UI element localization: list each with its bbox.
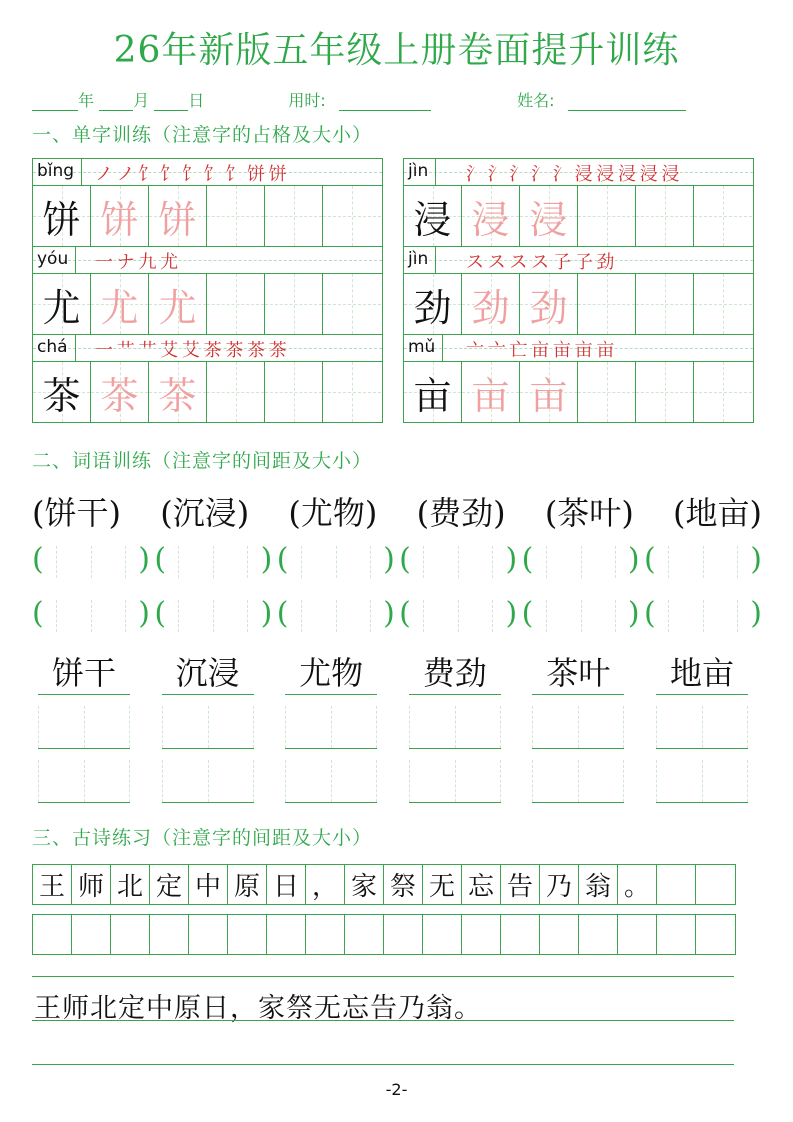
- page-number: -2-: [385, 1080, 408, 1099]
- paren-blank[interactable]: ( ): [521, 596, 640, 631]
- page-title: 26年新版五年级上册卷面提升训练: [113, 30, 680, 71]
- stroke-order: 一 ナ 九 尤: [95, 252, 178, 273]
- practice-blank[interactable]: [162, 760, 254, 803]
- paren-blank[interactable]: ( ): [399, 596, 518, 631]
- practice-cell[interactable]: [207, 274, 265, 334]
- poem-cell: 中: [189, 865, 228, 904]
- practice-blank[interactable]: [532, 760, 624, 803]
- month-blank[interactable]: [99, 92, 133, 111]
- paren-blank[interactable]: ( ): [276, 542, 395, 577]
- practice-cell[interactable]: [384, 915, 423, 954]
- underlined-word: 沉浸: [162, 652, 254, 695]
- poem-cell: 乃: [540, 865, 579, 904]
- trace-char: 劲: [529, 285, 568, 330]
- practice-cell[interactable]: [636, 274, 694, 334]
- practice-cell[interactable]: [323, 186, 381, 246]
- day-blank[interactable]: [154, 92, 188, 111]
- poem-cell: 翁: [579, 865, 618, 904]
- pinyin-row: [404, 159, 753, 186]
- paren-blank[interactable]: ( ): [643, 596, 762, 631]
- practice-blank[interactable]: [409, 760, 501, 803]
- model-char: 茶: [42, 373, 81, 418]
- char-row: [404, 186, 753, 247]
- char-row: [33, 186, 382, 247]
- practice-cell[interactable]: [111, 915, 150, 954]
- practice-cell[interactable]: [462, 915, 501, 954]
- poem-cell: 忘: [462, 865, 501, 904]
- section1-heading: 一、单字训练（注意字的占格及大小）: [32, 124, 373, 146]
- poem-practice-grid: [32, 914, 736, 955]
- practice-cell[interactable]: [636, 362, 694, 422]
- trace-char: 茶: [158, 373, 197, 418]
- pinyin: mǔ: [408, 337, 436, 357]
- practice-blank[interactable]: [38, 760, 130, 803]
- paren-blank[interactable]: ( ): [32, 542, 150, 577]
- writing-line[interactable]: [32, 1064, 734, 1065]
- practice-blank[interactable]: [409, 706, 501, 749]
- stroke-order: 一 艹 艹 艾 艾 茶 茶 茶 茶: [95, 340, 286, 361]
- practice-cell[interactable]: [228, 915, 267, 954]
- name-blank[interactable]: [568, 92, 686, 111]
- practice-cell[interactable]: [657, 915, 696, 954]
- pinyin-row: [404, 247, 753, 274]
- word-item: (饼干): [32, 494, 121, 532]
- poem-cell: 无: [423, 865, 462, 904]
- trace-char: 饼: [100, 197, 139, 242]
- paren-blank[interactable]: ( ): [154, 596, 273, 631]
- underlined-word: 地亩: [656, 652, 748, 695]
- stroke-order: 氵 氵 氵 氵 氵 浸 浸 浸 浸 浸: [466, 164, 679, 185]
- underlined-word: 饼干: [38, 652, 130, 695]
- practice-blank[interactable]: [285, 706, 377, 749]
- practice-cell[interactable]: [72, 915, 111, 954]
- year-blank[interactable]: [32, 92, 78, 111]
- practice-cell[interactable]: [265, 362, 323, 422]
- year-label: 年: [78, 91, 95, 110]
- practice-cell[interactable]: [578, 362, 636, 422]
- practice-cell[interactable]: [694, 186, 752, 246]
- poem-cell: 原: [228, 865, 267, 904]
- char-row: [404, 362, 753, 422]
- word-item: (沉浸): [160, 494, 250, 532]
- section3-heading: 三、古诗练习（注意字的间距及大小）: [32, 827, 373, 849]
- poem-cell: [696, 865, 735, 904]
- stroke-order: ノ ノ 饣 饣 饣 饣 饣 饼 饼: [95, 164, 286, 185]
- stroke-order: ス ス ス ス 孒 孒 劲: [466, 252, 614, 273]
- pinyin-row: [33, 159, 382, 186]
- practice-cell[interactable]: [345, 915, 384, 954]
- trace-char: 亩: [529, 373, 568, 418]
- time-blank[interactable]: [339, 92, 431, 111]
- practice-cell[interactable]: [540, 915, 579, 954]
- practice-cell[interactable]: [207, 362, 265, 422]
- practice-cell[interactable]: [694, 362, 752, 422]
- pinyin: yóu: [37, 249, 69, 269]
- poem-cell: 北: [111, 865, 150, 904]
- practice-blank[interactable]: [656, 760, 748, 803]
- poem-cell: 王: [33, 865, 72, 904]
- underlined-word: 尤物: [285, 652, 377, 695]
- practice-cell[interactable]: [267, 915, 306, 954]
- trace-char: 饼: [158, 197, 197, 242]
- char-grid-right: [403, 158, 754, 423]
- section2-heading: 二、词语训练（注意字的间距及大小）: [32, 450, 373, 472]
- poem-cell: 定: [150, 865, 189, 904]
- name-label: 姓名:: [517, 91, 555, 110]
- writing-line: [32, 1020, 734, 1021]
- poem-cell: 告: [501, 865, 540, 904]
- pinyin: bǐng: [37, 161, 75, 181]
- practice-word-row: [38, 760, 748, 803]
- poem-cell: 日: [267, 865, 306, 904]
- model-char: 浸: [413, 197, 452, 242]
- practice-cell[interactable]: [265, 274, 323, 334]
- practice-cell[interactable]: [323, 362, 381, 422]
- practice-cell[interactable]: [578, 186, 636, 246]
- practice-blank[interactable]: [38, 706, 130, 749]
- word-item: (茶叶): [544, 494, 634, 532]
- paren-blank[interactable]: ( ): [399, 542, 518, 577]
- practice-cell[interactable]: [694, 274, 752, 334]
- practice-cell[interactable]: [636, 186, 694, 246]
- poem-cell: 祭: [384, 865, 423, 904]
- day-label: 日: [188, 91, 205, 110]
- model-char: 亩: [413, 373, 452, 418]
- paren-blank[interactable]: ( ): [276, 596, 395, 631]
- char-grid-left: [32, 158, 383, 423]
- trace-char: 浸: [471, 197, 510, 242]
- header-info: [32, 88, 772, 116]
- month-label: 月: [133, 91, 150, 110]
- stroke-order: 亠 亠 亡 亩 亩 亩 亩: [466, 340, 614, 361]
- model-char: 劲: [413, 285, 452, 330]
- practice-cell[interactable]: [189, 915, 228, 954]
- word-item: (地亩): [673, 494, 762, 532]
- char-row: [404, 274, 753, 335]
- practice-cell[interactable]: [33, 915, 72, 954]
- practice-cell[interactable]: [323, 274, 381, 334]
- trace-char: 浸: [529, 197, 568, 242]
- poem-cell: ，: [306, 865, 345, 904]
- practice-cell[interactable]: [579, 915, 618, 954]
- poem-model-grid: [32, 864, 736, 905]
- pinyin: jìn: [408, 249, 429, 269]
- empty-paren-row: [32, 542, 762, 582]
- underline-word-row: [38, 652, 748, 695]
- pinyin-row: [33, 335, 382, 362]
- word-item: (费劲): [416, 494, 506, 532]
- poem-cell: [657, 865, 696, 904]
- trace-char: 尤: [100, 285, 139, 330]
- empty-paren-row: [32, 596, 762, 636]
- practice-cell[interactable]: [423, 915, 462, 954]
- practice-blank[interactable]: [285, 760, 377, 803]
- practice-cell[interactable]: [696, 915, 735, 954]
- underlined-word: 茶叶: [532, 652, 624, 695]
- underlined-word: 费劲: [409, 652, 501, 695]
- practice-cell[interactable]: [150, 915, 189, 954]
- poem-cell: 家: [345, 865, 384, 904]
- pinyin: jìn: [408, 161, 429, 181]
- trace-char: 亩: [471, 373, 510, 418]
- practice-cell[interactable]: [501, 915, 540, 954]
- pinyin-row: [33, 247, 382, 274]
- char-row: [33, 274, 382, 335]
- char-row: [33, 362, 382, 422]
- poem-line: 王师北定中原日，家祭无忘告乃翁。: [34, 993, 482, 1024]
- pinyin-row: [404, 335, 753, 362]
- writing-line: [32, 976, 734, 977]
- word-item: (尤物): [288, 494, 378, 532]
- model-char: 尤: [42, 285, 81, 330]
- practice-cell[interactable]: [618, 915, 657, 954]
- pinyin: chá: [37, 337, 68, 357]
- practice-word-row: [38, 706, 748, 749]
- practice-blank[interactable]: [656, 706, 748, 749]
- practice-blank[interactable]: [162, 706, 254, 749]
- paren-blank[interactable]: ( ): [32, 596, 150, 631]
- model-char: 饼: [42, 197, 81, 242]
- practice-cell[interactable]: [306, 915, 345, 954]
- word-row: [32, 488, 762, 534]
- practice-cell[interactable]: [207, 186, 265, 246]
- trace-char: 尤: [158, 285, 197, 330]
- trace-char: 茶: [100, 373, 139, 418]
- time-label: 用时:: [288, 91, 326, 110]
- trace-char: 劲: [471, 285, 510, 330]
- practice-cell[interactable]: [265, 186, 323, 246]
- poem-cell: 。: [618, 865, 657, 904]
- practice-blank[interactable]: [532, 706, 624, 749]
- paren-blank[interactable]: ( ): [154, 542, 273, 577]
- poem-cell: 师: [72, 865, 111, 904]
- practice-cell[interactable]: [578, 274, 636, 334]
- paren-blank[interactable]: ( ): [521, 542, 640, 577]
- paren-blank[interactable]: ( ): [643, 542, 762, 577]
